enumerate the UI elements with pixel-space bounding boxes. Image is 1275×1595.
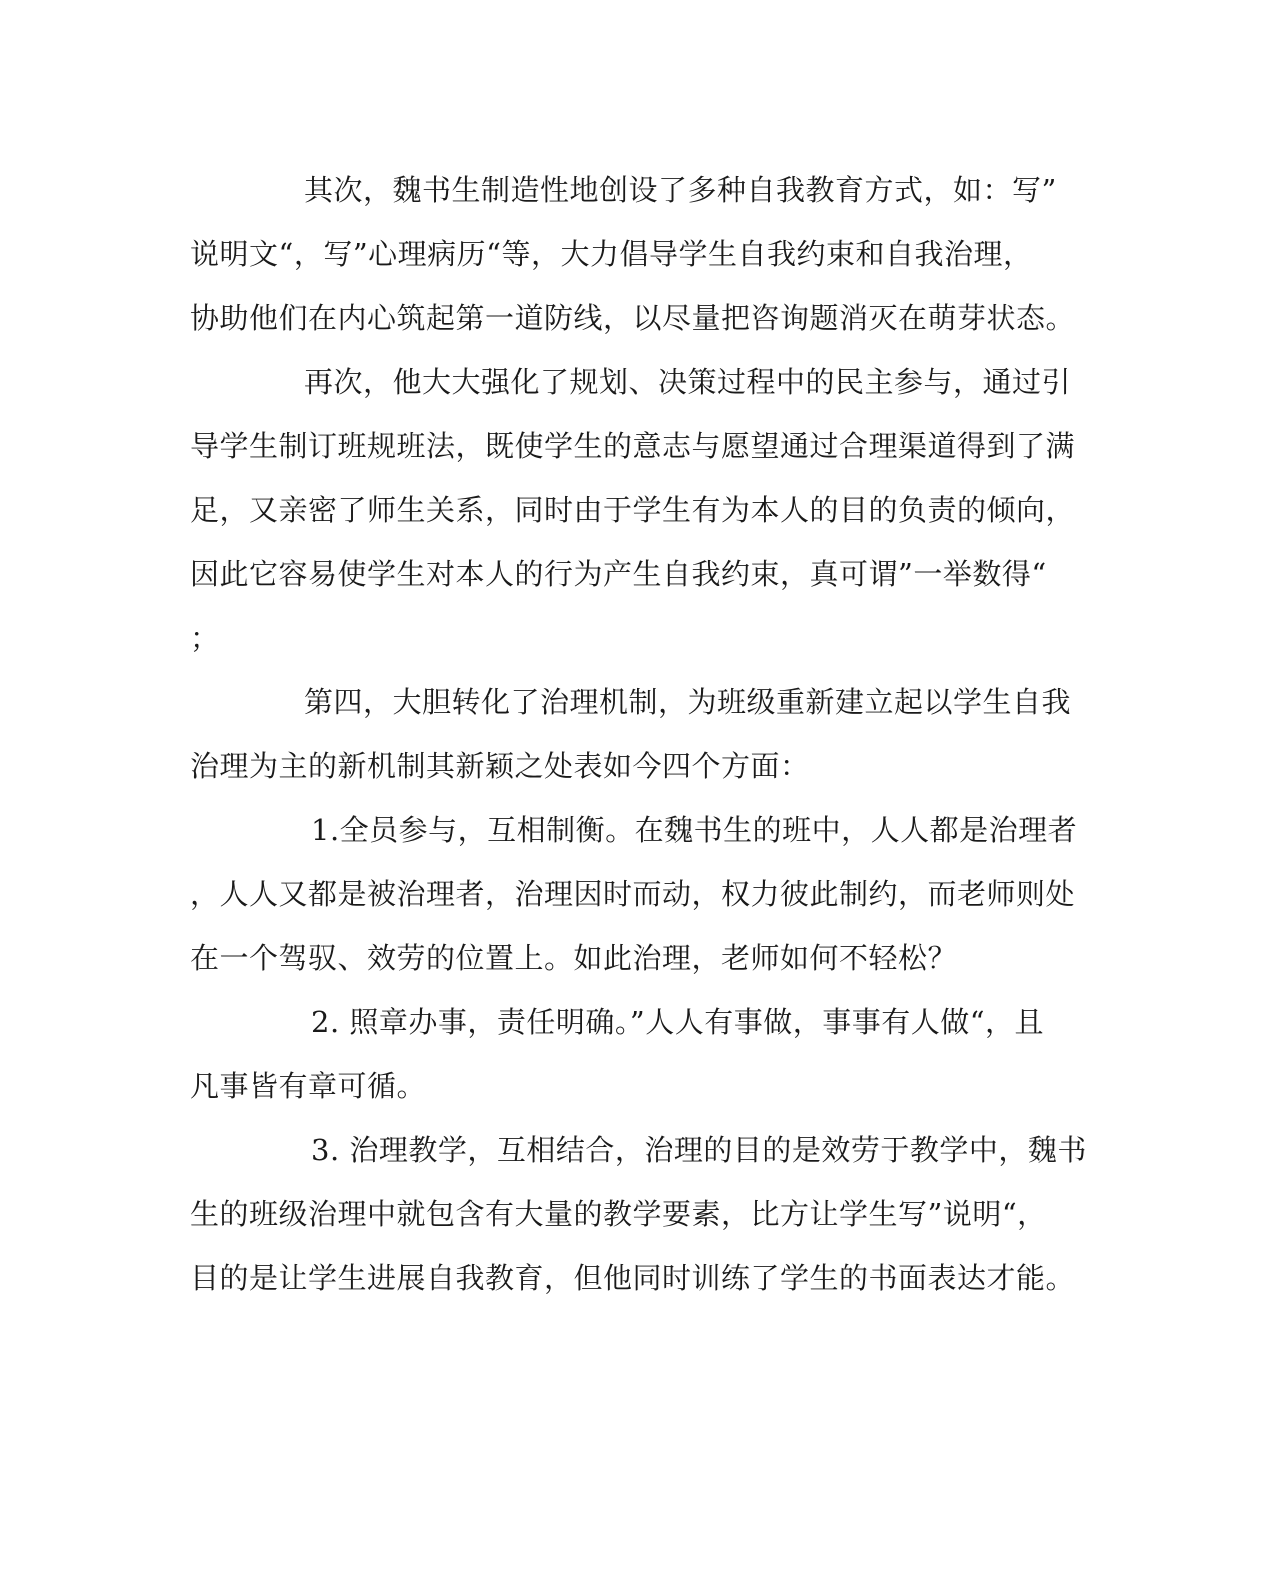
list-item-line: 3. 治理教学，互相结合，治理的目的是效劳于教学中，魏书 [311, 1133, 1087, 1167]
paragraph-line: ； [190, 621, 220, 655]
list-item-line: 生的班级治理中就包含有大量的教学要素，比方让学生写”说明“， [190, 1197, 1047, 1231]
paragraph-line: 其次，魏书生制造性地创设了多种自我教育方式，如：写” [304, 173, 1057, 207]
paragraph-line: 治理为主的新机制其新颖之处表如今四个方面： [190, 749, 810, 783]
paragraph-line: 说明文“，写”心理病历“等，大力倡导学生自我约束和自我治理， [190, 237, 1033, 271]
paragraph-line: 协助他们在内心筑起第一道防线，以尽量把咨询题消灭在萌芽状态。 [190, 301, 1076, 335]
list-item-line: 2. 照章办事，责任明确。”人人有事做，事事有人做“，且 [311, 1005, 1045, 1039]
list-item-line: 在一个驾驭、效劳的位置上。如此治理，老师如何不轻松？ [190, 941, 958, 975]
paragraph-line: 因此它容易使学生对本人的行为产生自我约束，真可谓”一举数得“ [190, 557, 1047, 591]
paragraph-line: 第四，大胆转化了治理机制，为班级重新建立起以学生自我 [304, 685, 1072, 719]
list-item-line: 凡事皆有章可循。 [190, 1069, 427, 1103]
paragraph-line: 足，又亲密了师生关系，同时由于学生有为本人的目的负责的倾向， [190, 493, 1076, 527]
paragraph-line: 再次，他大大强化了规划、决策过程中的民主参与，通过引 [304, 365, 1072, 399]
list-item-line: 1.全员参与，互相制衡。在魏书生的班中，人人都是治理者 [311, 813, 1078, 847]
list-item-line: ，人人又都是被治理者，治理因时而动，权力彼此制约，而老师则处 [190, 877, 1076, 911]
list-item-line: 目的是让学生进展自我教育，但他同时训练了学生的书面表达才能。 [190, 1261, 1076, 1295]
paragraph-line: 导学生制订班规班法，既使学生的意志与愿望通过合理渠道得到了满 [190, 429, 1076, 463]
